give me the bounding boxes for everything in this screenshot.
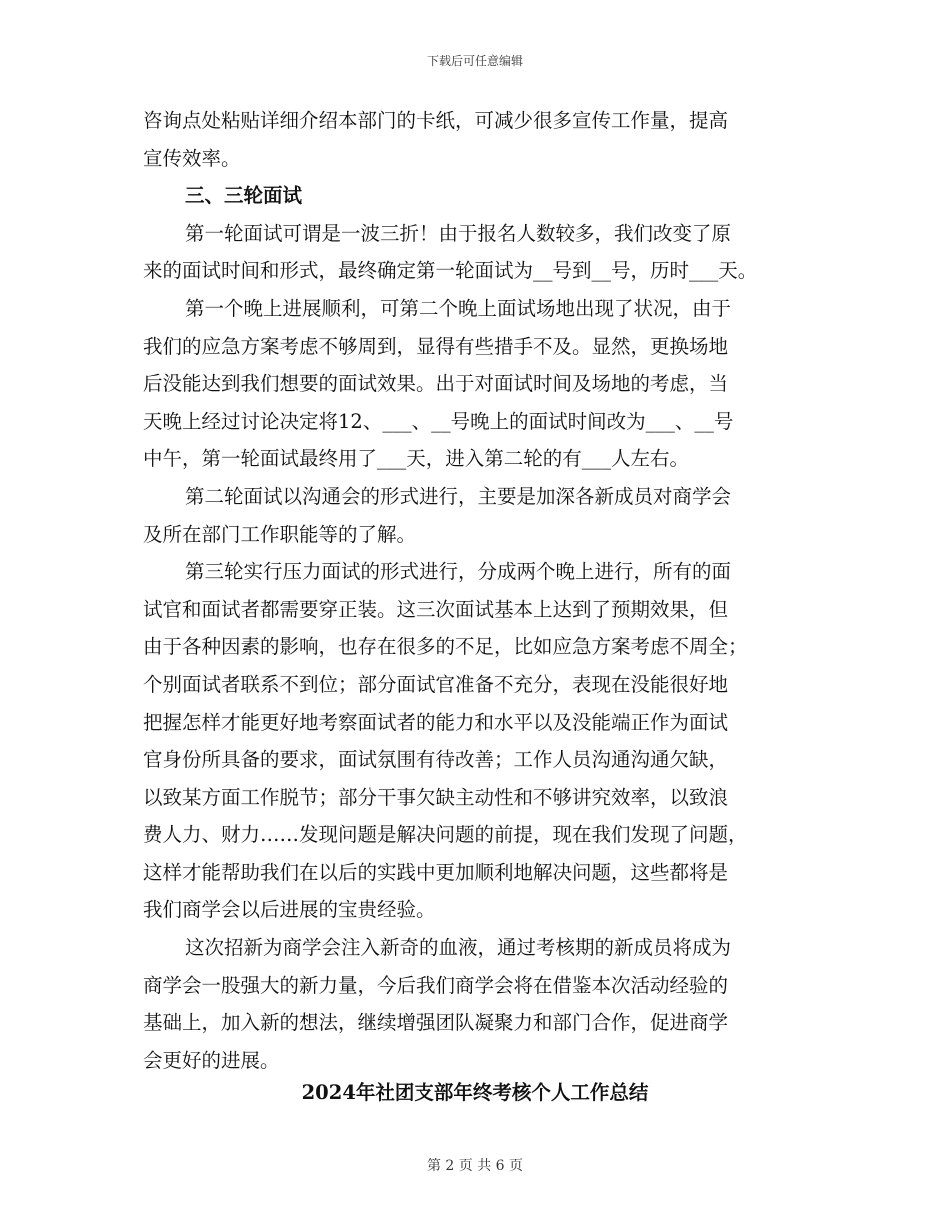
text-line: 第二轮面试以沟通会的形式进行，主要是加深各新成员对商学会 bbox=[185, 484, 732, 508]
text-line: 试官和面试者都需要穿正装。这三次面试基本上达到了预期效果，但 bbox=[143, 597, 729, 621]
text-line: 我们的应急方案考虑不够周到，显得有些措手不及。显然，更换场地 bbox=[143, 334, 729, 358]
text-line: 咨询点处粘贴详细介绍本部门的卡纸，可减少很多宣传工作量，提高 bbox=[143, 109, 729, 132]
text-line: 基础上，加入新的想法，继续增强团队凝聚力和部门合作，促进商学 bbox=[143, 1011, 729, 1035]
text-line: 个别面试者联系不到位；部分面试官准备不充分，表现在没能很好地 bbox=[143, 672, 729, 696]
text-line: 中午，第一轮面试最终用了___天，进入第二轮的有___人左右。 bbox=[143, 447, 690, 471]
text-line: 会更好的进展。 bbox=[143, 1048, 280, 1072]
document-title: 2024年社团支部年终考核个人工作总结 bbox=[301, 1081, 649, 1104]
text-line: 把握怎样才能更好地考察面试者的能力和水平以及没能端正作为面试 bbox=[143, 710, 729, 734]
text-line: 以致某方面工作脱节；部分干事欠缺主动性和不够讲究效率，以致浪 bbox=[143, 785, 729, 809]
text-line: 后没能达到我们想要的面试效果。出于对面试时间及场地的考虑，当 bbox=[143, 372, 729, 396]
text-line: 第一个晚上进展顺利，可第二个晚上面试场地出现了状况，由于 bbox=[185, 296, 732, 320]
section-heading: 三、三轮面试 bbox=[185, 184, 303, 208]
text-line: 来的面试时间和形式，最终确定第一轮面试为__号到__号，历时___天。 bbox=[143, 259, 758, 283]
text-line: 第三轮实行压力面试的形式进行，分成两个晚上进行，所有的面 bbox=[185, 560, 732, 584]
text-line: 这次招新为商学会注入新奇的血液，通过考核期的新成员将成为 bbox=[185, 936, 732, 960]
text-line: 第一轮面试可谓是一波三折！由于报名人数较多，我们改变了原 bbox=[185, 221, 732, 245]
text-line: 由于各种因素的影响，也存在很多的不足，比如应急方案考虑不周全； bbox=[143, 635, 748, 659]
text-line: 及所在部门工作职能等的了解。 bbox=[143, 522, 417, 546]
page-footer: 第 2 页 共 6 页 bbox=[426, 1158, 524, 1174]
page-header: 下载后可任意编辑 bbox=[426, 54, 523, 68]
text-line: 官身份所具备的要求，面试氛围有待改善；工作人员沟通沟通欠缺， bbox=[143, 748, 729, 772]
text-line: 天晚上经过讨论决定将12、___、__号晚上的面试时间改为___、__号 bbox=[143, 409, 734, 433]
text-line: 费人力、财力……发现问题是解决问题的前提，现在我们发现了问题， bbox=[143, 823, 748, 847]
document-body bbox=[143, 102, 815, 1079]
text-line: 宣传效率。 bbox=[143, 146, 241, 170]
text-line: 这样才能帮助我们在以后的实践中更加顺利地解决问题，这些都将是 bbox=[143, 860, 729, 884]
text-line: 商学会一股强大的新力量，今后我们商学会将在借鉴本次活动经验的 bbox=[143, 973, 729, 997]
text-line: 我们商学会以后进展的宝贵经验。 bbox=[143, 898, 436, 922]
